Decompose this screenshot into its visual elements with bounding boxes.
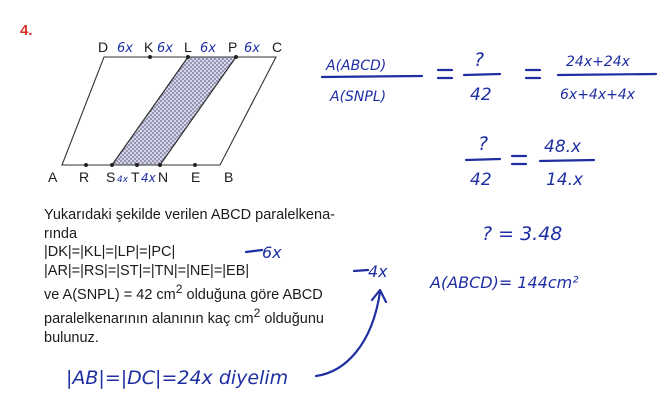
hw-pc-6x: 6x (244, 41, 260, 56)
label-r: R (79, 169, 90, 185)
problem-line-6-a: paralelkenarının alanının kaç cm (44, 311, 254, 328)
hw-answer: ? = 3.48 (482, 223, 563, 245)
hw-frac-line-2 (464, 74, 500, 75)
hw-dk-6x: 6x (117, 41, 133, 56)
hw-ratio-num: A(ABCD) (326, 58, 387, 74)
hw-42-1: 42 (470, 85, 492, 105)
hw-frac-line-4 (466, 159, 500, 160)
hw-frac-line-3 (558, 74, 656, 75)
label-l: L (184, 39, 192, 55)
hw-lp-6x: 6x (200, 41, 216, 56)
hw-simp-num: 48.x (544, 137, 582, 157)
hw-st-4x: 4x (117, 175, 129, 185)
problem-line-4: |AR|=|RS|=|ST|=|TN|=|NE|=|EB| (44, 262, 250, 279)
problem-text (44, 206, 404, 347)
label-s: S (106, 169, 116, 185)
label-p: P (228, 39, 238, 55)
label-n: N (158, 169, 169, 185)
label-e: E (191, 169, 201, 185)
hw-ratio-den: A(SNPL) (330, 89, 387, 105)
question-number: 4. (20, 22, 33, 39)
problem-line-5-a: ve A(SNPL) = 42 cm (44, 286, 176, 303)
hw-note-4x: 4x (368, 262, 388, 281)
problem-line-6 (44, 304, 404, 328)
hw-tn-4x: 4x (141, 171, 156, 185)
hw-simp-den: 14.x (546, 170, 584, 190)
hw-frac-line-1 (322, 76, 422, 77)
hw-area-result: A(ABCD)= 144cm² (430, 273, 579, 292)
label-k: K (144, 39, 154, 55)
hw-note-6x: 6x (262, 243, 282, 262)
problem-line-1: Yukarıdaki şekilde verilen ABCD paralelkena- (44, 207, 335, 223)
problem-line-3: |DK|=|KL|=|LP|=|PC| (44, 244, 176, 260)
hw-q-2: ? (478, 133, 489, 155)
shaded-region-snpl (112, 57, 236, 165)
label-c: C (272, 39, 283, 55)
hw-kl-6x: 6x (157, 41, 173, 56)
problem-line-5-b: olduğuna göre ABCD (182, 286, 323, 303)
hw-frac-line-5 (540, 160, 594, 161)
problem-line-7: bulunuz. (44, 329, 99, 346)
problem-line-5 (44, 280, 404, 304)
problem-line-5-sup: 2 (175, 282, 183, 296)
label-t: T (131, 169, 140, 185)
problem-line-6-b: olduğunu (260, 311, 324, 328)
hw-42-2: 42 (470, 170, 492, 190)
label-a: A (48, 169, 58, 185)
problem-line-6-sup: 2 (253, 306, 261, 321)
hw-ab-dc-24x: |AB|=|DC|=24x diyelim (66, 367, 289, 389)
hw-sum-den: 6x+4x+4x (560, 87, 636, 103)
problem-line-2: rında (44, 225, 78, 242)
hw-sum-num: 24x+24x (566, 54, 630, 70)
label-b: B (224, 169, 234, 185)
hw-q-1: ? (474, 49, 485, 71)
label-d: D (98, 39, 109, 55)
